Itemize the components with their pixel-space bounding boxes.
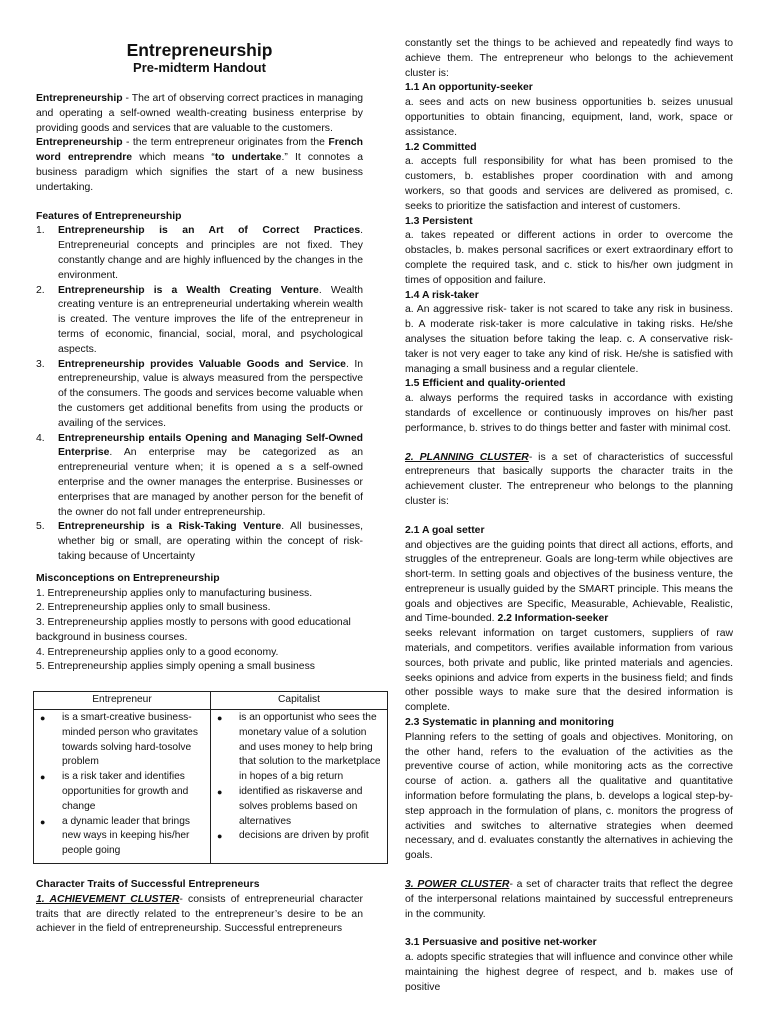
bullet-text: is a smart-creative business-minded person who gravitates towards solving hard-tosolve problem	[62, 712, 198, 768]
misconceptions-heading-text: Misconceptions on Entrepreneurship	[36, 572, 220, 584]
document-subtitle: Pre-midterm Handout	[133, 60, 266, 75]
section-text	[405, 539, 733, 628]
feature-item	[36, 358, 363, 432]
feature-title: Entrepreneurship is a Risk-Taking Venture	[58, 521, 282, 533]
table-header-entrepreneur: Entrepreneur	[34, 692, 211, 710]
entrepreneur-bullets	[38, 711, 206, 859]
section-text: a. always performs the required tasks in accordance with existing standards of excellence or continuously improves on his/her past performance, b. strives to do things better and faster with minimal cost.	[405, 393, 733, 434]
misconception-item: 2. Entrepreneurship applies only to small business.	[36, 602, 271, 614]
achievement-cluster-continued: constantly set the things to be achieved and repeatedly find ways to achieve them. The entrepreneur who belongs to the achievement cluster is:	[405, 38, 733, 79]
committed-heading: 1.2 Committed	[405, 141, 477, 153]
section-heading	[405, 936, 733, 951]
misconception-item: 1. Entrepreneurship applies only to manufacturing business.	[36, 587, 313, 599]
bullet-icon: ●	[217, 787, 223, 798]
bullet-text: is an opportunist who sees the monetary value of a solution and uses money to help bring that solution to the marketplace in hopes of a big return	[239, 712, 381, 783]
section-text: seeks relevant information on target customers, suppliers of raw materials, and competitors. verifies available information from various sources, both private and public, like printed materials and agencies. seeks opinions and advice from experts in the business field; and finds other possible ways to make sure that the desired information is complete.	[405, 628, 733, 714]
bullet-text: a dynamic leader that brings new ways in keeping his/her people going	[62, 815, 190, 857]
section-heading	[405, 524, 733, 539]
planning-cluster-label: 2. PLANNING CLUSTER	[405, 451, 529, 463]
feature-item	[36, 284, 363, 358]
list-item	[215, 785, 383, 829]
bullet-icon: ●	[217, 831, 223, 842]
feature-body	[58, 224, 363, 283]
feature-text: . An enterprise may be categorized as an entrepreneurial venture when; it is opened a s a self-owned enterprise and the owner manages the enterprise. Businesses or enterprises that are managed by another person for the benefit of the owner do not fall under entrepreneurship.	[58, 447, 363, 518]
misconception-item: 4. Entrepreneurship applies only to a good economy.	[36, 646, 279, 658]
table-row	[34, 710, 388, 864]
systematic-heading: 2.3 Systematic in planning and monitoring	[405, 717, 614, 729]
misconception-item: 5. Entrepreneurship applies simply opening a small business	[36, 661, 315, 673]
section-heading	[405, 289, 733, 304]
section-text: Planning refers to the setting of goals and objectives. Monitoring, on the other hand, refers to the evaluation of the activities as the preventive course of action, while monitoring acts as the corrective course of action. a. gathers all the qualitative and quantitative information before formulating the plans, b. develops a logical step-by-step approach in the formulation of plans, c. monitors the progress of activities and switches to alternative strategies when deemed necessary, and d. evaluates constantly the alternatives in achieving the goals.	[405, 731, 733, 862]
list-item	[215, 711, 383, 785]
meaning-term: to undertake	[214, 152, 282, 164]
achievement-cluster-paragraph	[36, 893, 363, 937]
definition-text: - the term entrepreneur originates from the	[122, 137, 329, 149]
features-list	[36, 224, 363, 564]
definition-paragraph-1	[36, 92, 363, 136]
planning-cluster-text: - is a set of characteristics of successful entrepreneurs that basically supports the character traits in the achievement cluster. The entrepreneur who belongs to the planning cluster is:	[405, 451, 733, 507]
power-cluster-text: - a set of character traits that reflect the degree of the interpersonal relations maintained by successful entrepreneurs in the community.	[405, 879, 733, 920]
power-cluster-paragraph	[405, 878, 733, 922]
feature-text: . In entrepreneurship, value is always measured from the perspective of the consumers. The goods and services become valuable when the customers get additional benefits from using the products or availing of the services.	[58, 358, 363, 429]
traits-heading	[36, 878, 363, 893]
french-word: French word entreprendre	[36, 137, 363, 164]
efficient-heading: 1.5 Efficient and quality-oriented	[405, 378, 566, 390]
section-heading	[405, 215, 733, 230]
feature-body	[58, 284, 363, 358]
bullet-icon: ●	[217, 713, 223, 724]
misconception-item: 3. Entrepreneurship applies mostly to persons with good educational background in business courses.	[36, 617, 351, 643]
table-header-row	[34, 692, 388, 710]
feature-number: 2.	[36, 284, 45, 296]
list-item	[215, 829, 383, 844]
feature-body	[58, 358, 363, 432]
feature-title: Entrepreneurship is an Art of Correct Practices	[58, 225, 361, 237]
feature-number: 3.	[36, 358, 45, 370]
definition-text: .” It connotes a business paradigm which signifies the start of a new business undertaking.	[36, 152, 364, 193]
feature-item	[36, 224, 363, 283]
definition-text: which means “	[132, 152, 215, 164]
traits-heading-text: Character Traits of Successful Entrepreneurs	[36, 879, 260, 891]
section-heading	[405, 716, 733, 731]
feature-text: . All businesses, whether big or small, are operating within the concept of risk-taking because of Uncertainty	[58, 521, 363, 562]
feature-item	[36, 520, 363, 564]
power-cluster-label: 3. POWER CLUSTER	[405, 879, 510, 891]
capitalist-cell	[211, 710, 388, 864]
planning-cluster-paragraph	[405, 451, 733, 510]
bullet-icon: ●	[40, 713, 46, 724]
feature-number: 4.	[36, 432, 45, 444]
list-item	[38, 711, 206, 770]
definition-term: Entrepreneurship	[36, 93, 123, 104]
section-heading	[405, 81, 733, 96]
section-heading	[405, 377, 733, 392]
section-text: a. An aggressive risk- taker is not scared to take any risk in business. b. A moderate risk-taker is more calculative in taking risks. He/she analyses the situation before taking the leap. c. A conservative risk-taker is not very eager to take any kind of risk. He/she is satisfied with managing a small business and a regular clientele.	[405, 304, 733, 375]
feature-text: . Entrepreneurial concepts and principles are not fixed. They constantly change and are highly influenced by the changes in the environment.	[58, 225, 363, 281]
goal-setter-heading: 2.1 A goal setter	[405, 524, 485, 536]
feature-title: Entrepreneurship provides Valuable Goods and Service	[58, 358, 346, 370]
feature-body	[58, 432, 363, 521]
feature-item	[36, 432, 363, 521]
feature-text: . Wealth creating venture is an entrepreneurial undertaking wherein wealth is created. The venture improves the life of the entrepreneur in terms of economic, financial, social, moral, and psychological aspects.	[58, 284, 363, 355]
feature-title: Entrepreneurship is a Wealth Creating Venture	[58, 284, 319, 296]
right-column	[405, 37, 733, 996]
achievement-cluster-text: - consists of entrepreneurial character traits that are directly related to the entrepreneur’s desire to be an achiever in the field of entrepreneurship. Successful entrepreneurs	[36, 893, 363, 935]
bullet-icon: ●	[40, 816, 46, 827]
section-text: a. adopts specific strategies that will influence and convince other while maintaining the highest degree of respect, and b. makes use of positive	[405, 952, 733, 993]
section-text: a. accepts full responsibility for what has been promised to the customers, b. establishes proper coordination with and among workers, so that goods and services are delivered as promised, c. seeks to prioritize the satisfaction and interest of customers.	[405, 156, 733, 212]
entrepreneur-cell	[34, 710, 211, 864]
section-heading	[405, 141, 733, 156]
definition-paragraph-2	[36, 136, 363, 195]
feature-number: 5.	[36, 521, 45, 533]
misconceptions-list	[36, 587, 363, 676]
section-text: a. sees and acts on new business opportunities b. seizes unusual opportunities to obtain financing, equipment, land, work, space or assistance.	[405, 97, 733, 138]
persistent-heading: 1.3 Persistent	[405, 215, 473, 227]
feature-title: Entrepreneurship entails Opening and Managing Self-Owned Enterprise	[58, 432, 363, 459]
feature-body	[58, 520, 363, 564]
definition-text: - The art of observing correct practices in managing and operating a self-owned wealth-creating business enterprise by providing goods and services that are valuable to the customers.	[36, 93, 363, 134]
table-header-capitalist: Capitalist	[211, 692, 388, 710]
bullet-text: identified as riskaverse and solves problems based on alternatives	[239, 786, 363, 827]
left-column	[36, 36, 381, 937]
misconceptions-heading	[36, 572, 363, 587]
list-item	[38, 770, 206, 814]
bullet-text: decisions are driven by profit	[239, 830, 369, 842]
achievement-cluster-label: 1. ACHIEVEMENT CLUSTER	[36, 893, 180, 905]
definition-term: Entrepreneurship	[36, 137, 123, 149]
list-item	[38, 815, 206, 859]
capitalist-bullets	[215, 711, 383, 844]
features-heading-text: Features of Entrepreneurship	[36, 210, 182, 222]
persuasive-heading: 3.1 Persuasive and positive net-worker	[405, 937, 597, 949]
bullet-icon: ●	[40, 772, 46, 783]
features-heading	[36, 210, 363, 225]
risk-taker-heading: 1.4 A risk-taker	[405, 289, 479, 301]
section-text: a. takes repeated or different actions in order to overcome the obstacles, b. makes personal sacrifices or exert extraordinary effort to complete the required task, and c. stick to his/her own judgment in times of opposition and failure.	[405, 230, 733, 286]
feature-number: 1.	[36, 225, 45, 237]
bullet-text: is a risk taker and identifies opportunities for growth and change	[62, 771, 189, 812]
opportunity-seeker-heading: 1.1 An opportunity-seeker	[405, 82, 533, 94]
document-title: Entrepreneurship	[126, 40, 273, 60]
information-seeker-heading: 2.2 Information-seeker	[497, 613, 609, 625]
goal-setter-text: and objectives are the guiding points that direct all actions, efforts, and struggles of the entrepreneur. Goals are long-term while objectives are short-term. In setting goals and objectives of the business venture, the entrepreneur is usually guided by the SMART principle. This means the goals and objectives are Specific, Measurable, Achievable, Realistic, and Time-bounded.	[405, 539, 733, 625]
comparison-table	[33, 691, 388, 864]
